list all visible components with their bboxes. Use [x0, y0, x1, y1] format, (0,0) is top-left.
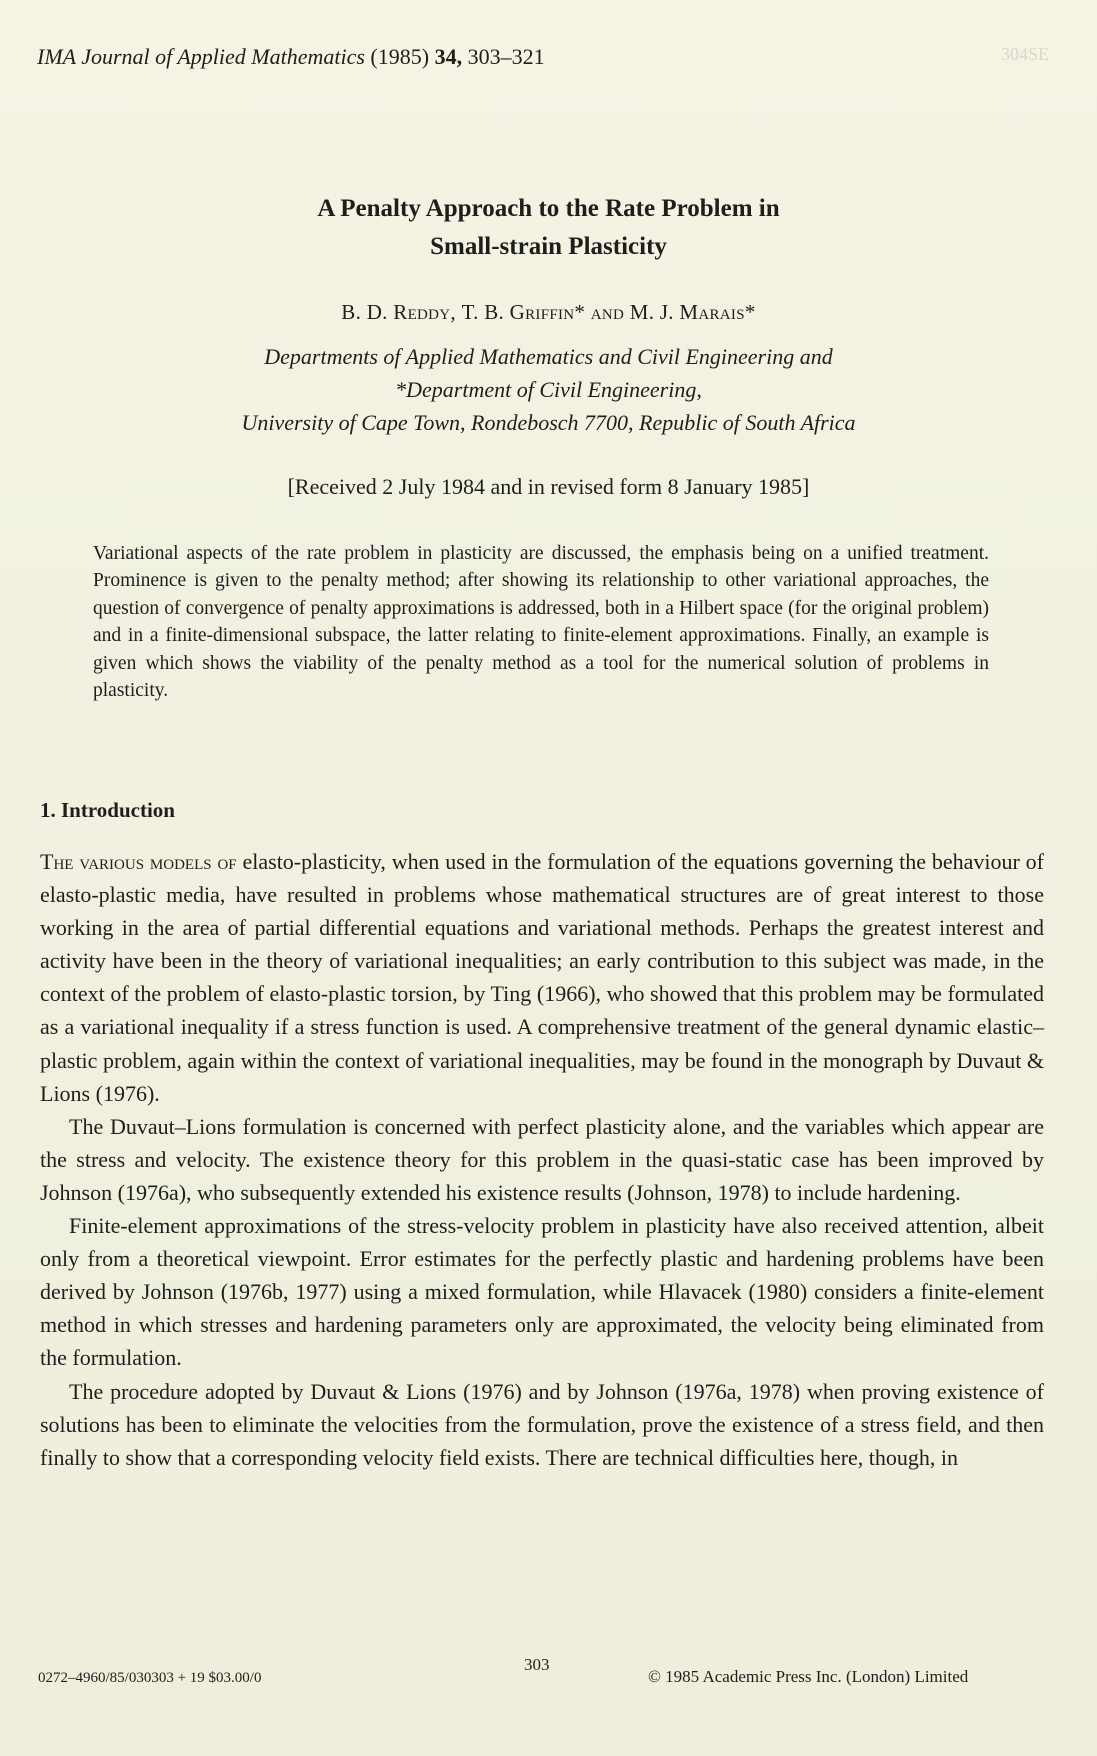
- journal-header: [37, 44, 545, 70]
- author-1: B. D. Reddy,: [341, 300, 456, 324]
- author-list: [0, 300, 1097, 325]
- journal-name: IMA Journal of Applied Mathematics: [37, 44, 365, 69]
- bleed-through-marker: 304SE: [1000, 44, 1049, 64]
- affiliation-line-1: Departments of Applied Mathematics and Civil Engineering and: [264, 344, 833, 369]
- affiliation-line-2: *Department of Civil Engineering,: [395, 377, 702, 402]
- abstract: Variational aspects of the rate problem in plasticity are discussed, the emphasis being on a unified treatment. Prominence is given to the penalty method; after showing its relationship to other variational approaches, the question of convergence of penalty approximations is addressed, both in a Hilbert space (for the original problem) and in a finite-dimensional subspace, the latter relating to finite-element approximations. Finally, an example is given which shows the viability of the penalty method as a tool for the numerical solution of problems in plasticity.: [93, 543, 989, 702]
- author-3: M. J. Marais*: [629, 300, 756, 324]
- body-text: [40, 845, 1044, 1474]
- article-title: [0, 190, 1097, 266]
- journal-pages: 303–321: [467, 44, 545, 69]
- title-line-2: Small-strain Plasticity: [430, 233, 667, 260]
- section-heading: 1. Introduction: [40, 798, 175, 822]
- paragraph-lead-in: The various models of: [40, 849, 237, 874]
- title-line-1: A Penalty Approach to the Rate Problem in: [317, 195, 780, 222]
- author-2: T. B. Griffin*: [461, 300, 586, 324]
- received-dates: [Received 2 July 1984 and in revised form 8 January 1985]: [287, 474, 810, 499]
- paragraph-1: [40, 845, 1044, 1110]
- affiliations: [0, 340, 1097, 439]
- paragraph-4: The procedure adopted by Duvaut & Lions (1976) and by Johnson (1976a, 1978) when proving existence of solutions has been to eliminate the velocities from the formulation, prove the existence of a stress field, and then finally to show that a corresponding velocity field exists. There are technical difficulties here, though, in: [40, 1378, 1044, 1470]
- footer-code: 0272–4960/85/030303 + 19 $03.00/0: [38, 1670, 262, 1686]
- journal-year: (1985): [370, 44, 430, 69]
- page-number: 303: [524, 1655, 550, 1674]
- paragraph-3: Finite-element approximations of the stress-velocity problem in plasticity have also received attention, albeit only from a theoretical viewpoint. Error estimates for the perfectly plastic and hardening problems have been derived by Johnson (1976b, 1977) using a mixed formulation, while Hlavacek (1980) considers a finite-element method in which stresses and hardening parameters only are approximated, the velocity being eliminated from the formulation.: [40, 1213, 1044, 1371]
- paragraph-1-text: elasto-plasticity, when used in the formulation of the equations governing the behaviour of elasto-plastic media, have resulted in problems whose mathematical structures are of great interest to those working in the area of partial differential equations and variational methods. Perhaps the greatest interest and activity have been in the theory of variational inequalities; an early contribution to this subject was made, in the context of the problem of elasto-plastic torsion, by Ting (1966), who showed that this problem may be formulated as a variational inequality if a stress function is used. A comprehensive treatment of the general dynamic elastic–plastic problem, again within the context of variational inequalities, may be found in the monograph by Duvaut & Lions (1976).: [40, 849, 1044, 1106]
- paragraph-2: The Duvaut–Lions formulation is concerned with perfect plasticity alone, and the variables which appear are the stress and velocity. The existence theory for this problem in the quasi-static case has been improved by Johnson (1976a), who subsequently extended his existence results (Johnson, 1978) to include hardening.: [40, 1113, 1044, 1205]
- affiliation-line-3: University of Cape Town, Rondebosch 7700, Republic of South Africa: [241, 410, 856, 435]
- journal-volume: 34,: [434, 44, 463, 69]
- copyright: © 1985 Academic Press Inc. (London) Limited: [648, 1667, 969, 1686]
- author-conjunction: and: [590, 300, 625, 324]
